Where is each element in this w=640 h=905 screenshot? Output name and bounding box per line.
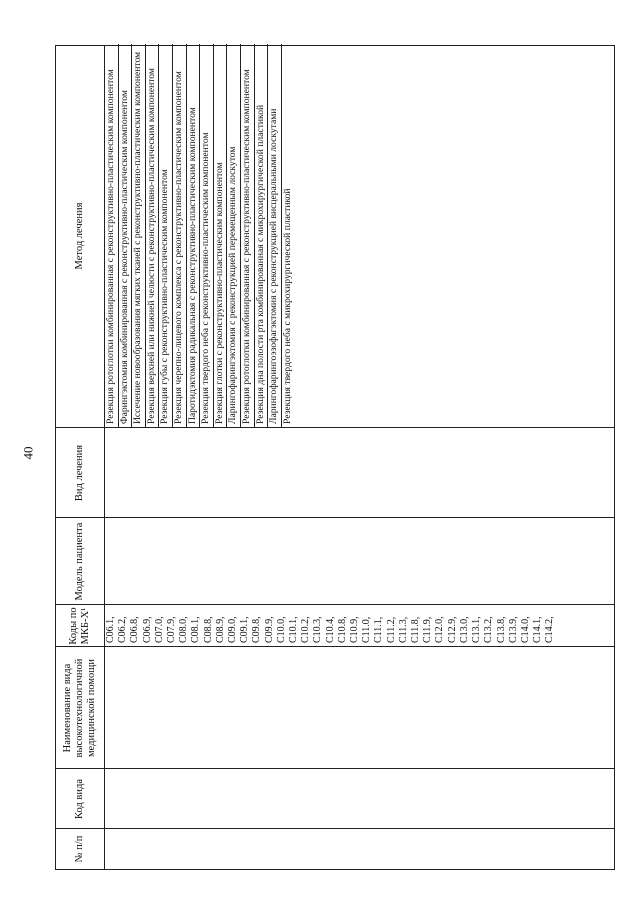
method-row: Иссечение новообразования мягких тканей с реконструктивно-пластическим компонентом <box>132 44 146 428</box>
header-name: Наименование вида высокотехнологичной медицинской помощи <box>62 658 97 758</box>
page-number: 40 <box>20 446 36 460</box>
treatment-table <box>55 45 615 870</box>
column-divider <box>56 768 614 769</box>
methods-list <box>105 44 294 428</box>
mkb-code: С13.2, <box>483 616 495 643</box>
mkb-code: С08.8, <box>202 616 214 643</box>
mkb-code: С13.8, <box>495 616 507 643</box>
mkb-code: С10.3, <box>312 616 324 643</box>
mkb-code: С11.1, <box>373 616 385 643</box>
mkb-code: С13.0, <box>458 616 470 643</box>
mkb-code: С06.9, <box>141 616 153 643</box>
method-row: Резекция верхней или нижней челюсти с реконструктивно-пластическим компонентом <box>146 44 160 428</box>
method-row: Резекция черепно-лицевого комплекса с реконструктивно-пластическим компонентом <box>173 44 187 428</box>
mkb-code: С10.8, <box>336 616 348 643</box>
mkb-code: С11.9, <box>422 616 434 643</box>
mkb-code: С10.1, <box>288 616 300 643</box>
method-row: Резекция твердого неба с реконструктивно-пластическим компонентом <box>200 44 214 428</box>
mkb-code: С13.1, <box>471 616 483 643</box>
mkb-code: С06.1, <box>105 616 116 643</box>
mkb-code: С09.8, <box>251 616 263 643</box>
column-divider <box>56 604 614 605</box>
column-divider <box>56 646 614 647</box>
mkb-code: С06.8, <box>129 616 141 643</box>
header-code: Код вида <box>74 779 85 819</box>
mkb-codes-list <box>105 616 557 643</box>
column-divider <box>56 828 614 829</box>
mkb-code: С13.9, <box>507 616 519 643</box>
mkb-code: С08.9, <box>214 616 226 643</box>
mkb-code: С14.1, <box>532 616 544 643</box>
header-treatment-type: Вид лечения <box>74 444 85 502</box>
header-number: № п/п <box>74 835 85 863</box>
header-model: Модель пациента <box>74 522 85 601</box>
method-row: Резекция ротоглотки комбинированная с реконструктивно-пластическим компонентом <box>105 44 119 428</box>
mkb-code: С07.0, <box>153 616 165 643</box>
column-divider <box>56 517 614 518</box>
method-row: Паротидэктомия радикальная с реконструктивно-пластическим компонентом <box>187 44 201 428</box>
mkb-code: С06.2, <box>117 616 129 643</box>
method-row: Резекция дна полости рта комбинированная с микрохирургической пластикой <box>255 44 269 428</box>
method-row: Ларингофарингэктомия с реконструкцией перемещенным лоскутом <box>227 44 241 428</box>
mkb-code: С08.1, <box>190 616 202 643</box>
mkb-code: С10.9, <box>349 616 361 643</box>
mkb-code: С14.2, <box>544 616 556 643</box>
method-row: Резекция твердого неба с микрохирургической пластикой <box>281 188 293 424</box>
method-row: Резекция глотки с реконструктивно-пластическим компонентом <box>214 44 228 428</box>
mkb-code: С11.3, <box>397 616 409 643</box>
header-method: Метод лечения <box>74 202 85 270</box>
mkb-code: С11.8, <box>410 616 422 643</box>
mkb-code: С12.0, <box>434 616 446 643</box>
mkb-code: С10.0, <box>275 616 287 643</box>
mkb-code: С07.9, <box>166 616 178 643</box>
mkb-code: С11.2, <box>385 616 397 643</box>
mkb-code: С10.2, <box>300 616 312 643</box>
header-mkb: Коды по МКБ-X¹ <box>68 607 91 645</box>
mkb-code: С08.0, <box>178 616 190 643</box>
mkb-code: С11.0, <box>361 616 373 643</box>
mkb-code: С14.0, <box>519 616 531 643</box>
mkb-code: С10.4, <box>324 616 336 643</box>
mkb-code: С09.1, <box>239 616 251 643</box>
mkb-code: С12.9, <box>446 616 458 643</box>
method-row: Резекция ротоглотки комбинированная с реконструктивно-пластическим компонентом <box>241 44 255 428</box>
method-row: Фарингэктомия комбинированная с реконструктивно-пластическим компонентом <box>119 44 133 428</box>
method-row: Резекция губы с реконструктивно-пластическим компонентом <box>159 44 173 428</box>
method-row: Ларингофарингоэзофагэктомия с реконструкцией висцеральными лоскутами <box>268 44 282 428</box>
mkb-code: С09.0, <box>227 616 239 643</box>
rotated-table-container <box>55 45 615 870</box>
mkb-code: С09.9, <box>263 616 275 643</box>
